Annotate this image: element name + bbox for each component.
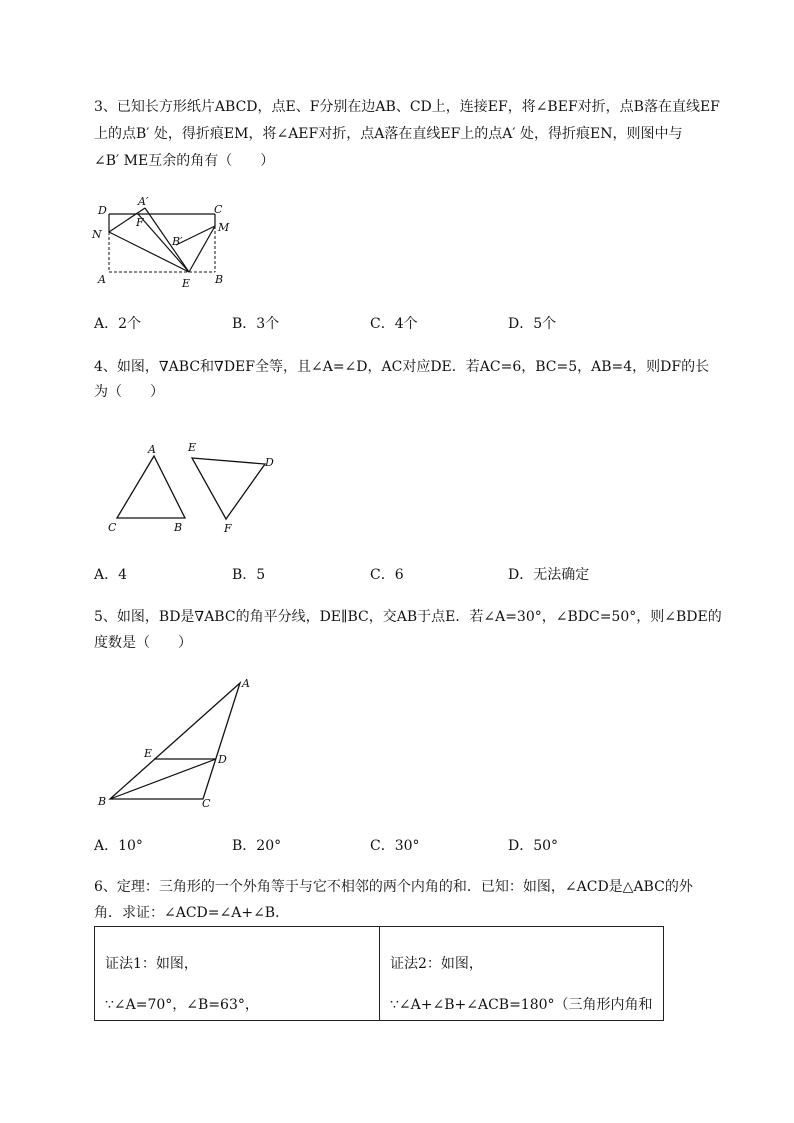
q3-figure — [88, 190, 248, 295]
q3-option-c[interactable]: C．4个 — [370, 316, 418, 332]
q4-option-a[interactable]: A．4 — [94, 567, 128, 583]
proof2-line: ∵∠A+∠B+∠ACB=180°（三角形内角和 — [390, 997, 653, 1013]
proof-method-2 — [380, 927, 664, 1020]
q4-option-d[interactable]: D．无法确定 — [508, 567, 590, 583]
q4-text-line1: 4、如图，∇ABC和∇DEF全等，且∠A=∠D，AC对应DE．若AC=6，BC=5，AB=4，则DF的长 — [94, 359, 710, 375]
q3-label-N: N — [92, 228, 102, 241]
proof2-title: 证法2：如图， — [390, 956, 483, 972]
q3-text-line2: 上的点B′ 处，得折痕EM，将∠AEF对折，点A落在直线EF上的点A′ 处，得折痕EN，则图中与 — [94, 126, 683, 142]
q5-label-D: D — [218, 753, 227, 766]
q3-option-a[interactable]: A．2个 — [94, 316, 142, 332]
proof1-title: 证法1：如图， — [105, 956, 198, 972]
proof1-line: ∵∠A=70°，∠B=63°， — [105, 997, 259, 1013]
q4-label-A: A — [148, 443, 156, 456]
q5-option-a[interactable]: A．10° — [94, 838, 143, 854]
proof-table — [94, 926, 664, 1021]
q5-label-C: C — [202, 797, 211, 810]
q3-label-C: C — [214, 203, 223, 216]
q3-label-B-prime: B′ — [172, 235, 183, 248]
q3-label-B: B — [215, 273, 224, 286]
q4-text-line2: 为（ ） — [94, 384, 164, 400]
q4-label-E: E — [188, 441, 197, 454]
q3-label-E: E — [182, 277, 191, 290]
q5-label-B: B — [98, 795, 107, 808]
q6-text-line2: 角．求证：∠ACD=∠A+∠B． — [94, 905, 290, 921]
q4-label-F: F — [224, 522, 232, 535]
q3-option-d[interactable]: D．5个 — [508, 316, 557, 332]
q5-label-A: A — [242, 677, 250, 690]
q6-text-line1: 6、定理：三角形的一个外角等于与它不相邻的两个内角的和．已知：如图，∠ACD是△ABC的外 — [94, 879, 693, 895]
q3-option-b[interactable]: B．3个 — [232, 316, 280, 332]
q4-label-D: D — [265, 456, 274, 469]
q4-option-b[interactable]: B．5 — [232, 567, 266, 583]
q5-option-b[interactable]: B．20° — [232, 838, 282, 854]
q4-figure — [100, 436, 285, 541]
q3-label-D: D — [98, 204, 107, 217]
q3-text-line1: 3、已知长方形纸片ABCD，点E、F分别在边AB、CD上，连接EF，将∠BEF对折，点B落在直线EF — [94, 99, 720, 115]
q5-option-d[interactable]: D．50° — [508, 838, 559, 854]
q3-label-A-prime: A′ — [138, 195, 149, 208]
q4-option-c[interactable]: C．6 — [370, 567, 404, 583]
q4-label-B: B — [174, 521, 183, 534]
q5-text-line1: 5、如图，BD是∇ABC的角平分线，DE∥BC，交AB于点E．若∠A=30°，∠BDC=50°，则∠BDE的 — [94, 609, 722, 625]
q5-label-E: E — [144, 747, 153, 760]
q3-label-F: F — [136, 216, 144, 229]
q3-label-M: M — [218, 221, 230, 234]
proof-method-1 — [95, 927, 380, 1020]
q5-figure — [90, 673, 265, 813]
q5-option-c[interactable]: C．30° — [370, 838, 420, 854]
q4-label-C: C — [108, 521, 117, 534]
q3-label-A: A — [98, 273, 106, 286]
q3-text-line3: ∠B′ ME互余的角有（ ） — [94, 153, 275, 169]
q5-text-line2: 度数是（ ） — [94, 635, 192, 651]
